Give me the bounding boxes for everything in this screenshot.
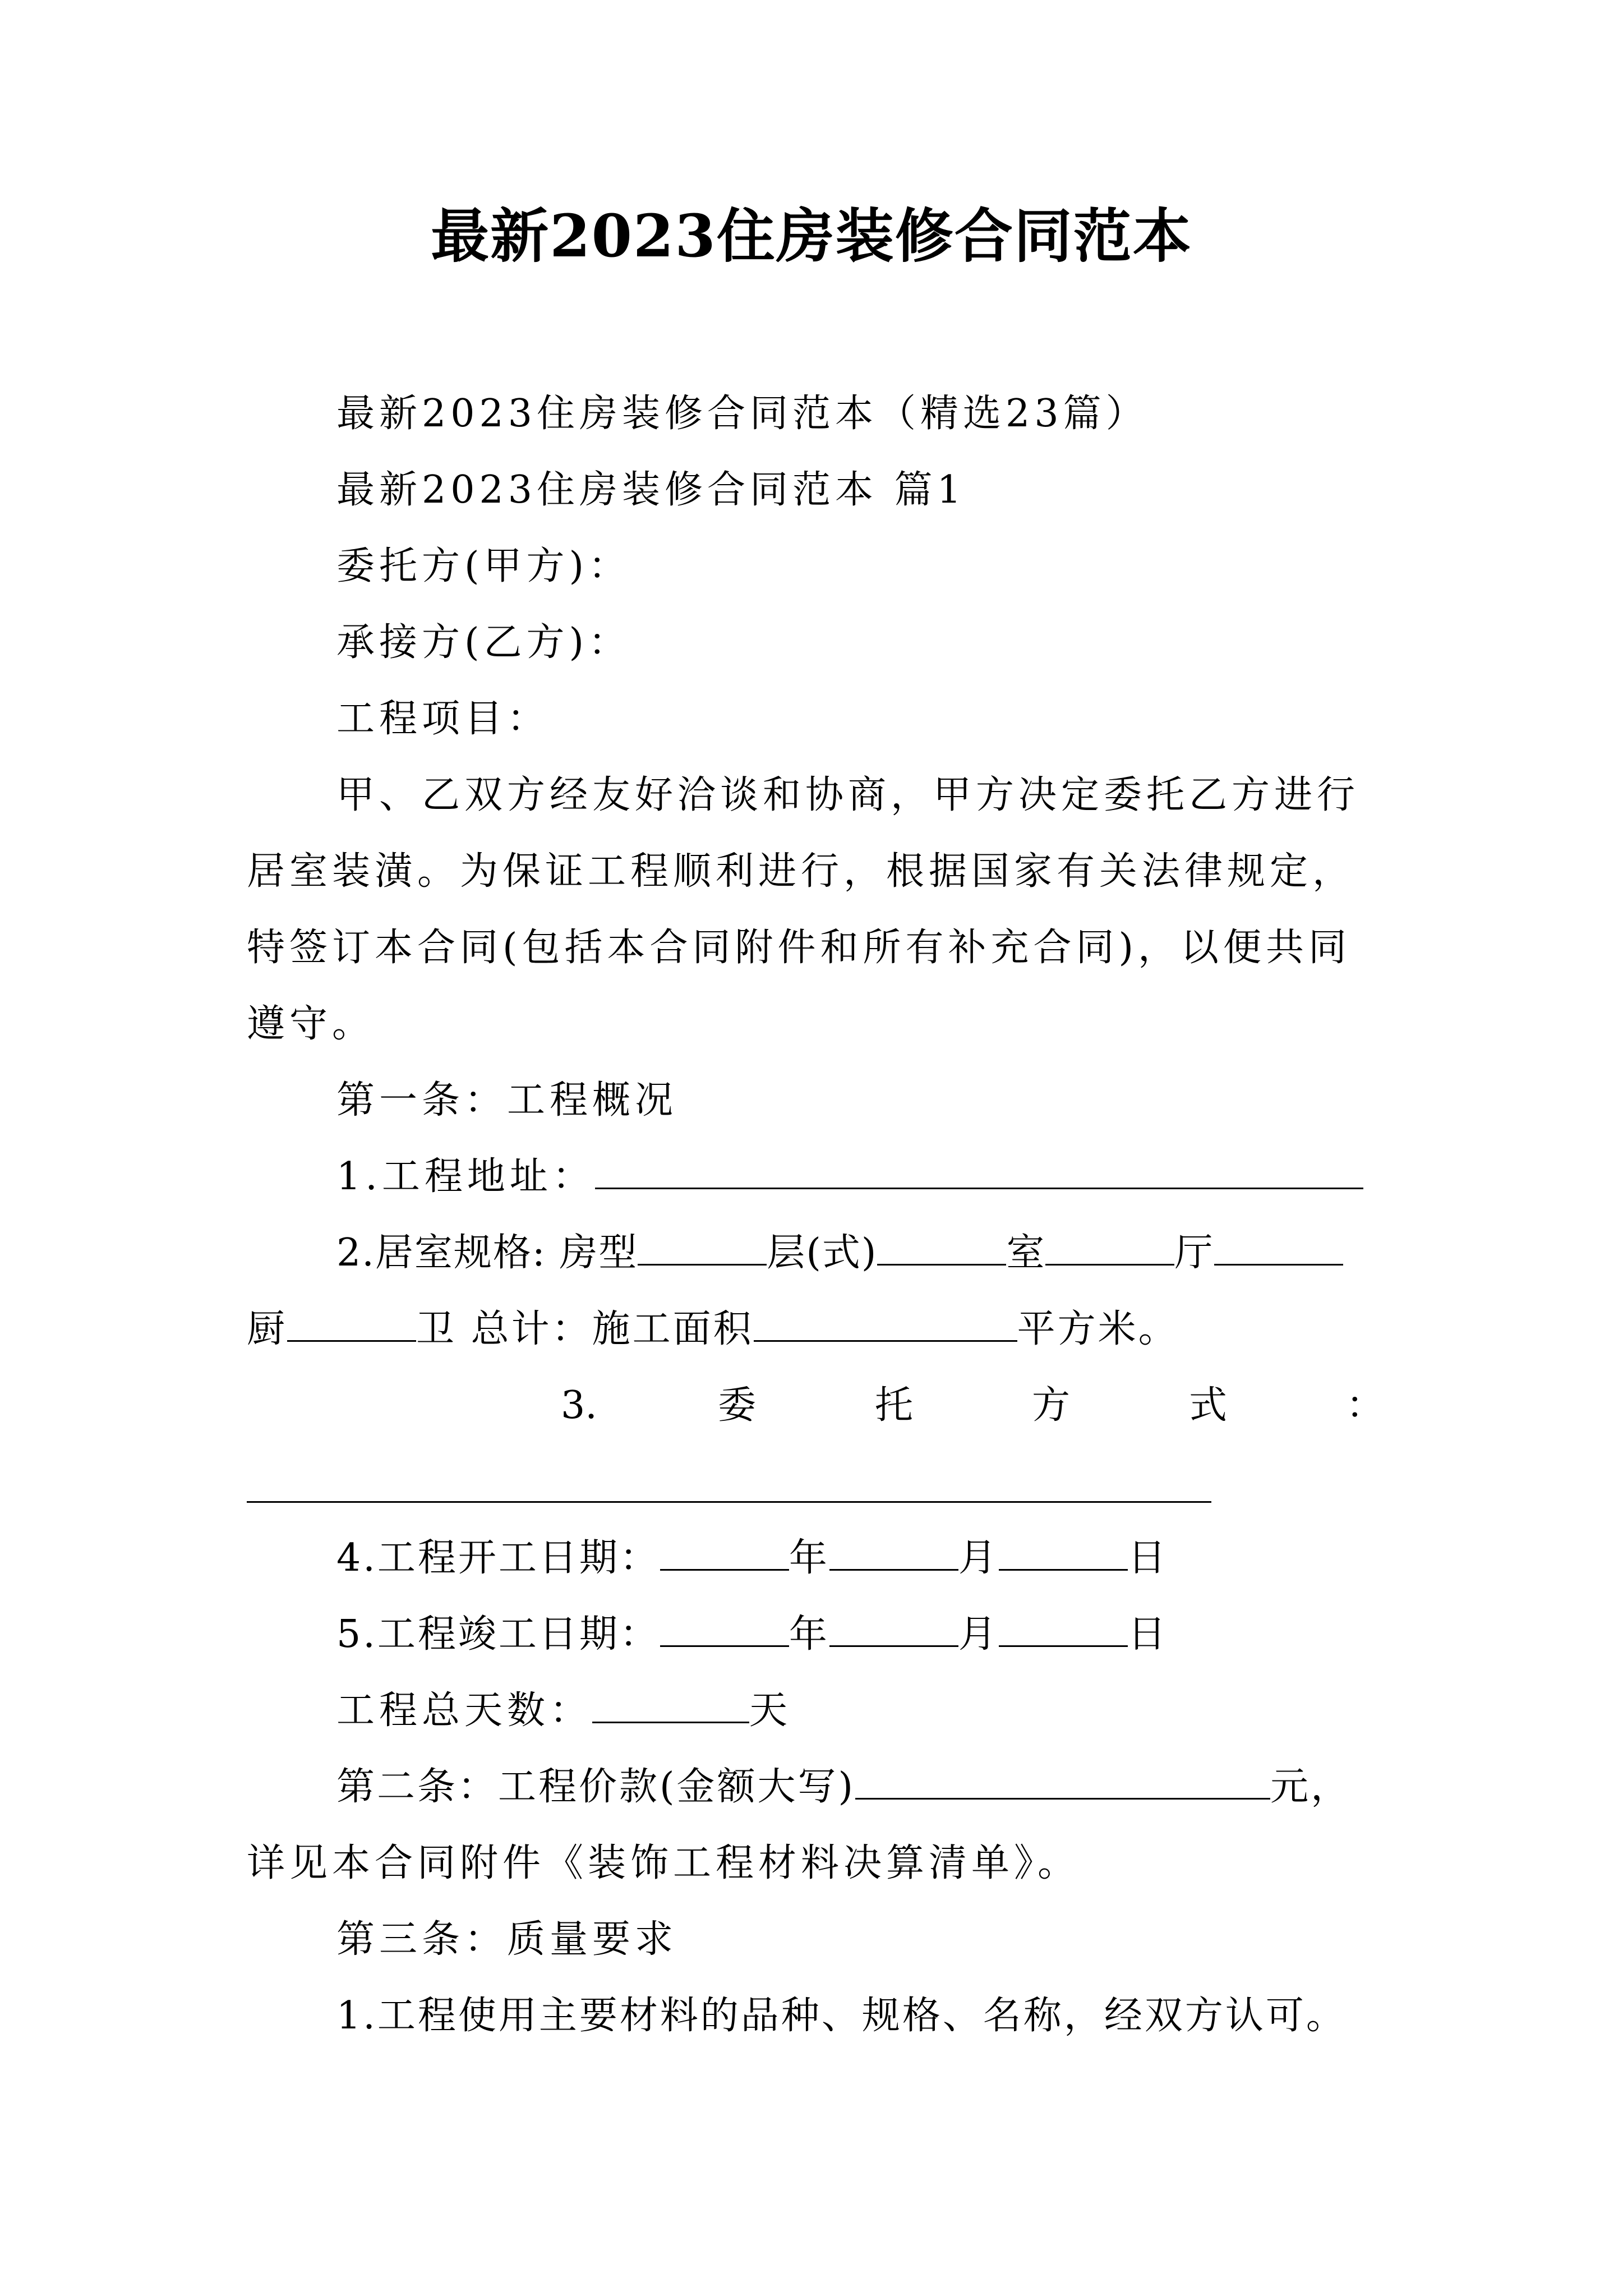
article-3-heading: 第三条：质量要求 (336, 1917, 678, 1962)
total-days-label: 工程总天数： (336, 1688, 593, 1733)
end-month: 月 (958, 1612, 999, 1657)
intro-line-2: 居室装潢。为保证工程顺利进行，根据国家有关法律规定， (247, 849, 1355, 894)
party-b-line: 承接方(乙方)： (336, 620, 631, 665)
project-line: 工程项目： (336, 697, 550, 741)
spec-blank-floor (877, 1225, 1006, 1266)
mode-char-4: 式 (1189, 1383, 1228, 1428)
spec-label: 2.居室规格: 房型 (336, 1231, 638, 1275)
document-title: 最新2023住房装修合同范本 (431, 201, 1192, 270)
yuan-label: 元， (1270, 1765, 1352, 1809)
mode-blank-line (247, 1501, 1211, 1503)
article-2-line (336, 1749, 1391, 1825)
end-day-blank (999, 1606, 1128, 1647)
end-date-line (336, 1596, 1391, 1673)
start-label: 4.工程开工日期： (336, 1536, 660, 1580)
total-days-blank (592, 1682, 749, 1723)
spec-blank-type (638, 1225, 767, 1266)
spec-bath: 卫 总计：施工面积 (416, 1307, 754, 1351)
mode-colon: ： (1346, 1383, 1385, 1428)
start-month: 月 (958, 1536, 999, 1580)
end-year-blank (660, 1606, 789, 1647)
days-unit: 天 (749, 1688, 792, 1733)
mode-num: 3. (561, 1383, 597, 1428)
start-day: 日 (1127, 1536, 1168, 1580)
spec-line (336, 1215, 1391, 1291)
spec-blank-hall (1214, 1225, 1343, 1266)
spec-unit: 平方米。 (1017, 1307, 1179, 1351)
address-blank (595, 1148, 1363, 1189)
mode-char-1: 委 (718, 1383, 757, 1428)
start-year: 年 (789, 1536, 829, 1580)
spec-blank-kitchen (287, 1301, 416, 1342)
detail-line: 详见本合同附件《装饰工程材料决算清单》。 (247, 1841, 1081, 1885)
spec-line-2 (247, 1291, 1391, 1368)
start-date-line (336, 1520, 1391, 1596)
spec-blank-room (1045, 1225, 1174, 1266)
spec-kitchen: 厨 (247, 1307, 288, 1351)
mode-char-2: 托 (875, 1383, 914, 1428)
spec-blank-area (754, 1301, 1017, 1342)
address-line (336, 1139, 1391, 1215)
end-label: 5.工程竣工日期： (336, 1612, 660, 1657)
spec-floor: 层(式) (767, 1231, 878, 1275)
price-blank (855, 1759, 1270, 1800)
intro-line-3: 特签订本合同(包括本合同附件和所有补充合同)，以便共同 (247, 926, 1352, 970)
start-month-blank (829, 1530, 958, 1571)
part-heading: 最新2023住房装修合同范本 篇1 (336, 468, 966, 512)
end-day: 日 (1127, 1612, 1168, 1657)
spec-room: 室 (1006, 1231, 1046, 1275)
party-a-line: 委托方(甲方)： (336, 544, 631, 588)
start-day-blank (999, 1530, 1128, 1571)
article-2-label: 第二条：工程价款(金额大写) (336, 1765, 856, 1809)
quality-line-1: 1.工程使用主要材料的品种、规格、名称，经双方认可。 (336, 1994, 1347, 2038)
address-label: 1.工程地址： (336, 1154, 595, 1199)
start-year-blank (660, 1530, 789, 1571)
total-days-line (336, 1673, 1391, 1749)
subtitle-line: 最新2023住房装修合同范本（精选23篇） (336, 392, 1149, 436)
end-year: 年 (789, 1612, 829, 1657)
article-1-heading: 第一条：工程概况 (336, 1078, 678, 1122)
intro-line-1: 甲、乙双方经友好洽谈和协商，甲方决定委托乙方进行 (336, 773, 1360, 817)
spec-hall: 厅 (1174, 1231, 1214, 1275)
intro-line-4: 遵守。 (247, 1002, 375, 1046)
end-month-blank (829, 1606, 958, 1647)
mode-char-3: 方 (1032, 1383, 1071, 1428)
